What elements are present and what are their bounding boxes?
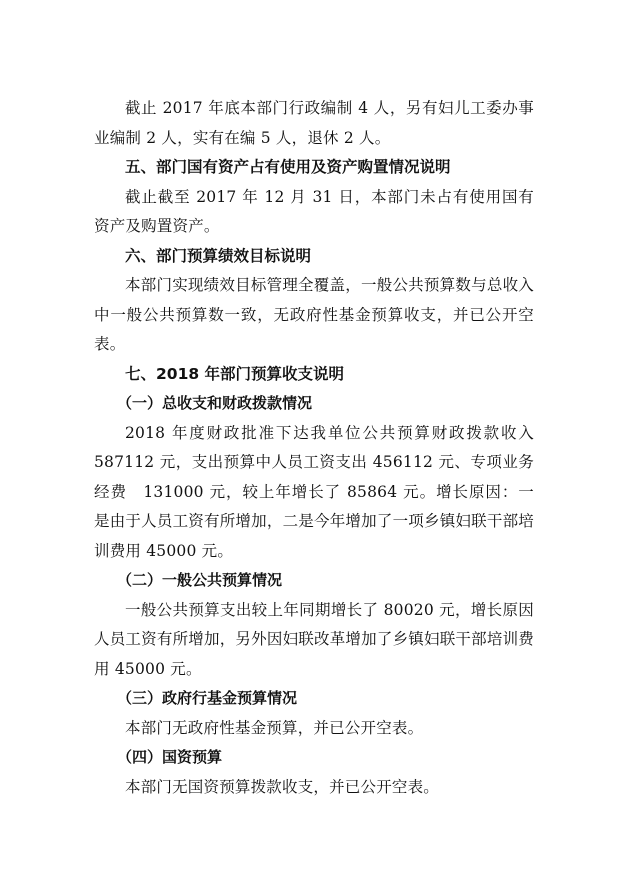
subsection-1-heading: （一）总收支和财政拨款情况 [117, 394, 313, 412]
general-budget-paragraph: 一般公共预算支出较上年同期增长了 80020 元，增长原因人员工资有所增加，另外因妇联改革增加了乡镇妇联干部培训费用 45000 元。 [94, 600, 534, 678]
staffing-paragraph: 截止 2017 年底本部门行政编制 4 人，另有妇儿工委办事业编制 2 人，实有在编 5 人，退休 2 人。 [94, 99, 534, 147]
total-budget-paragraph: 2018 年度财政批准下达我单位公共预算财政拨款收入587112 元，支出预算中人员工资支出 456112 元、专项业务经费 131000 元，较上年增长了 85864 元。增长原因：一是由于人员工资有所增加，二是今年增加了一项乡镇妇联干部培训费用 45000 元。 [94, 423, 534, 560]
assets-paragraph: 截止截至 2017 年 12 月 31 日，本部门未占有使用国有资产及购置资产。 [94, 187, 534, 235]
state-capital-paragraph: 本部门无国资预算拨款收支，并已公开空表。 [125, 777, 440, 796]
section-7-heading: 七、2018 年部门预算收支说明 [125, 364, 345, 383]
subsection-4-heading: （四）国资预算 [117, 748, 223, 766]
fund-budget-paragraph: 本部门无政府性基金预算，并已公开空表。 [125, 718, 424, 737]
section-5-heading: 五、部门国有资产占有使用及资产购置情况说明 [125, 158, 451, 176]
document-body [94, 94, 534, 802]
performance-paragraph: 本部门实现绩效目标管理全覆盖，一般公共预算数与总收入中一般公共预算数一致，无政府性基金预算收支，并已公开空表。 [94, 276, 534, 353]
subsection-3-heading: （三）政府行基金预算情况 [117, 689, 298, 707]
section-6-heading: 六、部门预算绩效目标说明 [125, 246, 312, 265]
subsection-2-heading: （二）一般公共预算情况 [117, 571, 283, 589]
